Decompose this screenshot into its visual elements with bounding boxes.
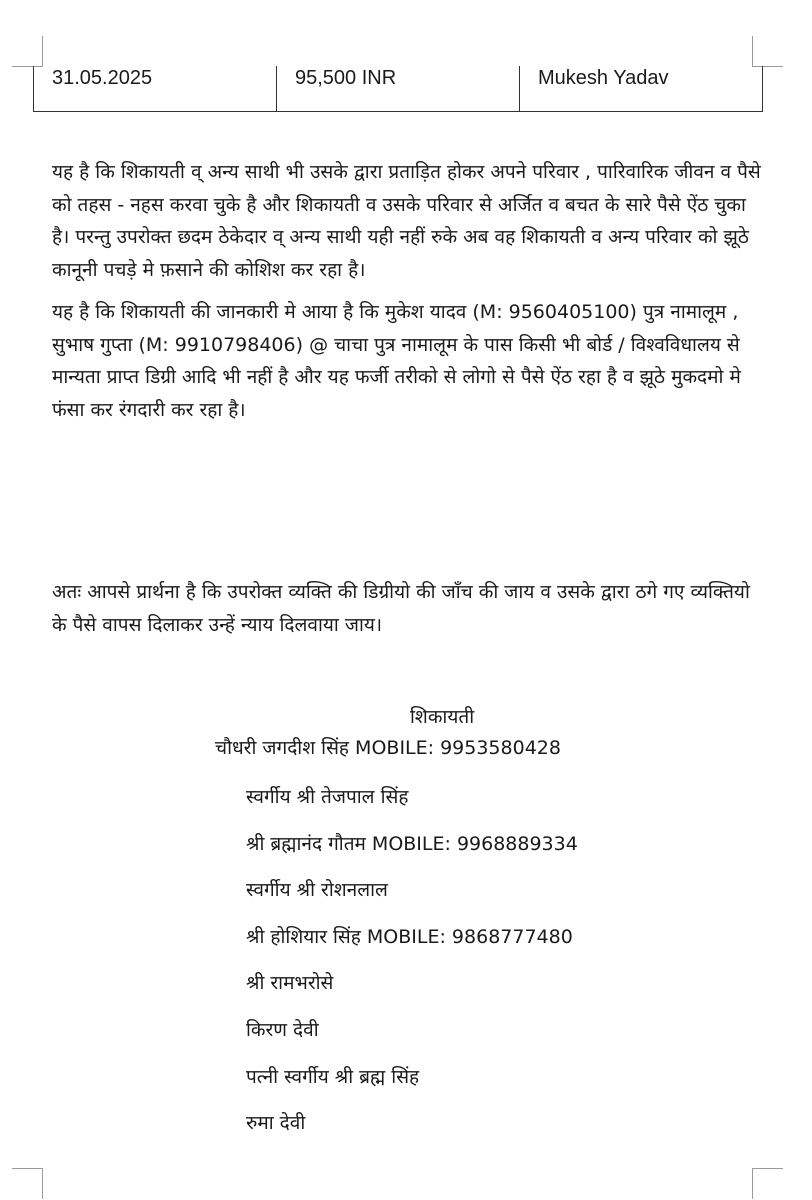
complainant-list-item: पत्नी स्वर्गीय श्री ब्रह्म सिंह	[246, 1066, 420, 1088]
page-corner-mark-bottom-right	[752, 1168, 783, 1199]
complainant-heading: शिकायती	[410, 706, 475, 728]
page-corner-mark-top-left	[12, 36, 43, 67]
complainant-list-item: श्री रामभरोसे	[246, 972, 334, 994]
amount-cell: 95,500 INR	[277, 66, 520, 111]
paragraph-1: यह है कि शिकायती व् अन्य साथी भी उसके द्वारा प्रताड़ित होकर अपने परिवार , पारिवारिक जीवन व पैसे को तहस - नहस करवा चुके है और शिकायती व उसके परिवार से अर्जित व बचत के सारे पैसे ऐंठ चुका है। परन्तु उपरोक्त छदम ठेकेदार व् अन्य साथी यही नहीं रुके अब वह शिकायती व अन्य परिवार को झूठे कानूनी पचड़े मे फ़साने की कोशिश कर रहा है।	[52, 161, 761, 281]
complainant-list-item: श्री ब्रह्मानंद गौतम MOBILE: 9968889334	[246, 833, 578, 855]
paragraph-2: यह है कि शिकायती की जानकारी मे आया है कि मुकेश यादव (M: 9560405100) पुत्र नामालूम , सुभाष गुप्ता (M: 9910798406) @ चाचा पुत्र नामालूम के पास किसी भी बोर्ड / विश्वविधालय से मान्यता प्राप्त डिग्री आदि भी नहीं है और यह फर्जी तरीको से लोगो से पैसे ऐंठ रहा है व झूठे मुकदमो मे फंसा कर रंगदारी कर रहा है।	[52, 301, 741, 421]
page-corner-mark-bottom-left	[12, 1168, 43, 1199]
complainant-list-item: स्वर्गीय श्री रोशनलाल	[246, 879, 388, 901]
transaction-table-row	[33, 66, 763, 112]
complainant-list-item: किरण देवी	[246, 1019, 319, 1041]
page-corner-mark-top-right	[752, 36, 783, 67]
date-cell: 31.05.2025	[34, 66, 277, 111]
primary-complainant: चौधरी जगदीश सिंह MOBILE: 9953580428	[215, 737, 561, 759]
complainant-list-item: श्री होशियार सिंह MOBILE: 9868777480	[246, 926, 573, 948]
name-cell: Mukesh Yadav	[538, 67, 669, 89]
request-paragraph: अतः आपसे प्रार्थना है कि उपरोक्त व्यक्ति की डिग्रीयो की जाँच की जाय व उसके द्वारा ठगे गए व्यक्तियो के पैसे वापस दिलाकर उन्हें न्याय दिलवाया जाय।	[52, 581, 750, 636]
complainant-list-item: रुमा देवी	[246, 1112, 306, 1134]
complainant-list-item: स्वर्गीय श्री तेजपाल सिंह	[246, 786, 409, 808]
